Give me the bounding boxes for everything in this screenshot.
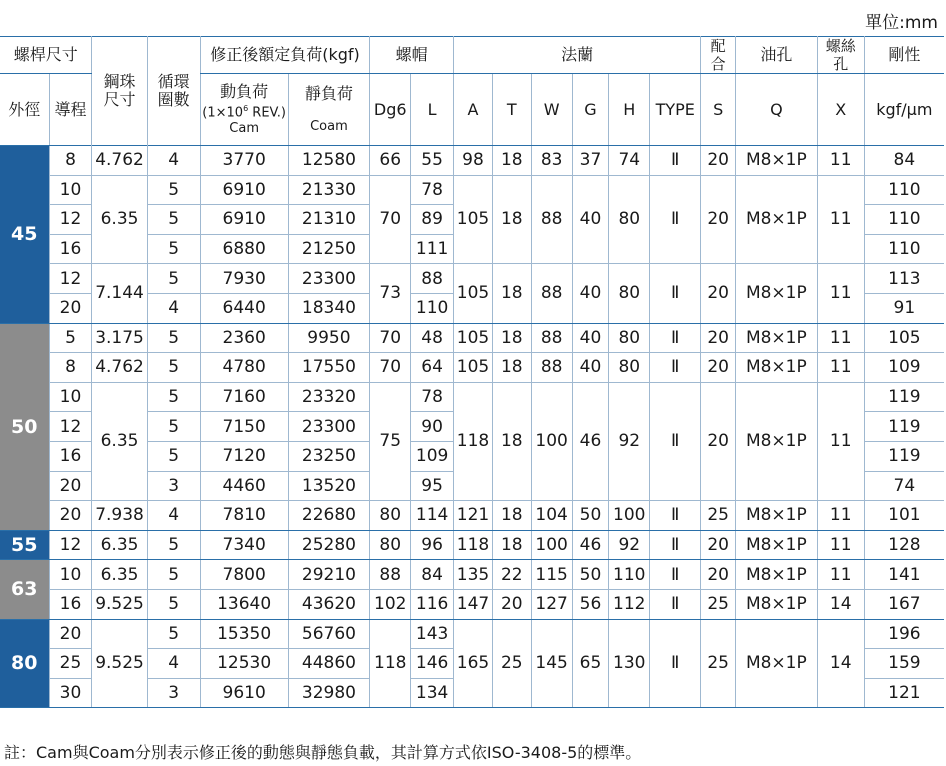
dg6-cell: 80 xyxy=(370,530,411,560)
table-row xyxy=(0,146,944,176)
type-cell: Ⅱ xyxy=(650,264,701,323)
G-cell: 40 xyxy=(572,264,609,323)
A-cell: 98 xyxy=(454,146,493,176)
A-cell: 118 xyxy=(454,382,493,500)
circuits-cell: 5 xyxy=(147,382,200,412)
lead-cell: 20 xyxy=(49,471,92,501)
type-cell: Ⅱ xyxy=(650,619,701,708)
stiffness-cell: 101 xyxy=(864,501,944,531)
H-cell: 92 xyxy=(609,382,650,500)
W-cell: 115 xyxy=(531,560,572,590)
L-cell: 146 xyxy=(411,649,454,679)
circuits-cell: 5 xyxy=(147,560,200,590)
cam-label: Cam xyxy=(229,120,259,136)
W-cell: 83 xyxy=(531,146,572,176)
T-cell: 18 xyxy=(492,353,531,383)
lead-cell: 16 xyxy=(49,441,92,471)
S-cell: 20 xyxy=(701,382,736,500)
T-cell: 18 xyxy=(492,175,531,264)
W-cell: 145 xyxy=(531,619,572,708)
L-cell: 64 xyxy=(411,353,454,383)
G-cell: 56 xyxy=(572,589,609,619)
header-H: H xyxy=(609,74,650,146)
header-fit: 配 合 xyxy=(701,37,736,74)
circuits-cell: 4 xyxy=(147,649,200,679)
cam-cell: 4460 xyxy=(200,471,288,501)
stiffness-cell: 167 xyxy=(864,589,944,619)
table-row xyxy=(0,619,944,649)
circuits-cell: 5 xyxy=(147,234,200,264)
W-cell: 100 xyxy=(531,530,572,560)
L-cell: 84 xyxy=(411,560,454,590)
X-cell: 14 xyxy=(817,619,864,708)
lead-cell: 8 xyxy=(49,146,92,176)
Q-cell: M8×1P xyxy=(736,175,818,264)
coam-cell: 29210 xyxy=(288,560,370,590)
coam-cell: 23250 xyxy=(288,441,370,471)
header-A: A xyxy=(454,74,493,146)
header-static-load xyxy=(288,74,370,146)
lead-cell: 12 xyxy=(49,205,92,235)
L-cell: 88 xyxy=(411,264,454,294)
stiffness-cell: 119 xyxy=(864,441,944,471)
stiffness-cell: 109 xyxy=(864,353,944,383)
L-cell: 134 xyxy=(411,678,454,708)
H-cell: 130 xyxy=(609,619,650,708)
lead-cell: 25 xyxy=(49,649,92,679)
ball-size-cell: 9.525 xyxy=(92,619,147,708)
A-cell: 135 xyxy=(454,560,493,590)
W-cell: 88 xyxy=(531,175,572,264)
table-body xyxy=(0,146,944,708)
od-cell: 45 xyxy=(0,146,49,324)
circuits-cell: 5 xyxy=(147,205,200,235)
cam-cell: 3770 xyxy=(200,146,288,176)
L-cell: 89 xyxy=(411,205,454,235)
coam-cell: 21330 xyxy=(288,175,370,205)
cam-cell: 9610 xyxy=(200,678,288,708)
circuits-cell: 4 xyxy=(147,146,200,176)
coam-label: Coam xyxy=(310,119,348,134)
S-cell: 25 xyxy=(701,501,736,531)
G-cell: 40 xyxy=(572,323,609,353)
header-ball-size: 鋼珠 尺寸 xyxy=(92,37,147,146)
cam-cell: 13640 xyxy=(200,589,288,619)
L-cell: 55 xyxy=(411,146,454,176)
L-cell: 48 xyxy=(411,323,454,353)
cam-cell: 6880 xyxy=(200,234,288,264)
cam-cell: 7160 xyxy=(200,382,288,412)
coam-cell: 9950 xyxy=(288,323,370,353)
G-cell: 46 xyxy=(572,530,609,560)
coam-cell: 32980 xyxy=(288,678,370,708)
ball-size-cell: 6.35 xyxy=(92,560,147,590)
type-cell: Ⅱ xyxy=(650,146,701,176)
footnote: 註：Cam與Coam分別表示修正後的動態與靜態負載，其計算方式依ISO-3408-5的標準。 xyxy=(4,743,642,762)
T-cell: 22 xyxy=(492,560,531,590)
T-cell: 18 xyxy=(492,323,531,353)
ball-size-cell: 7.144 xyxy=(92,264,147,323)
A-cell: 121 xyxy=(454,501,493,531)
header-S: S xyxy=(701,74,736,146)
stiffness-cell: 121 xyxy=(864,678,944,708)
lead-cell: 10 xyxy=(49,382,92,412)
stiffness-cell: 196 xyxy=(864,619,944,649)
W-cell: 104 xyxy=(531,501,572,531)
coam-cell: 22680 xyxy=(288,501,370,531)
static-load-title: 靜負荷 xyxy=(304,84,353,103)
L-cell: 109 xyxy=(411,441,454,471)
cam-cell: 12530 xyxy=(200,649,288,679)
header-rated-load: 修正後額定負荷(kgf) xyxy=(200,37,370,74)
ball-size-cell: 3.175 xyxy=(92,323,147,353)
G-cell: 65 xyxy=(572,619,609,708)
G-cell: 46 xyxy=(572,382,609,500)
H-cell: 92 xyxy=(609,530,650,560)
L-cell: 78 xyxy=(411,382,454,412)
lead-cell: 10 xyxy=(49,560,92,590)
header-type: TYPE xyxy=(650,74,701,146)
Q-cell: M8×1P xyxy=(736,589,818,619)
S-cell: 20 xyxy=(701,264,736,323)
Q-cell: M8×1P xyxy=(736,323,818,353)
type-cell: Ⅱ xyxy=(650,560,701,590)
circuits-cell: 5 xyxy=(147,175,200,205)
Q-cell: M8×1P xyxy=(736,530,818,560)
L-cell: 95 xyxy=(411,471,454,501)
H-cell: 80 xyxy=(609,264,650,323)
L-cell: 90 xyxy=(411,412,454,442)
coam-cell: 56760 xyxy=(288,619,370,649)
coam-cell: 17550 xyxy=(288,353,370,383)
H-cell: 74 xyxy=(609,146,650,176)
dg6-cell: 70 xyxy=(370,353,411,383)
dg6-cell: 80 xyxy=(370,501,411,531)
type-cell: Ⅱ xyxy=(650,175,701,264)
type-cell: Ⅱ xyxy=(650,501,701,531)
ball-screw-spec-table xyxy=(0,36,944,708)
circuits-cell: 5 xyxy=(147,353,200,383)
circuits-cell: 5 xyxy=(147,264,200,294)
coam-cell: 25280 xyxy=(288,530,370,560)
dg6-cell: 73 xyxy=(370,264,411,323)
header-dynamic-load xyxy=(200,74,288,146)
coam-cell: 13520 xyxy=(288,471,370,501)
A-cell: 105 xyxy=(454,175,493,264)
W-cell: 88 xyxy=(531,353,572,383)
H-cell: 100 xyxy=(609,501,650,531)
table-row xyxy=(0,323,944,353)
stiffness-cell: 141 xyxy=(864,560,944,590)
header-Q: Q xyxy=(736,74,818,146)
L-cell: 110 xyxy=(411,293,454,323)
W-cell: 88 xyxy=(531,264,572,323)
circuits-cell: 5 xyxy=(147,530,200,560)
stiffness-cell: 119 xyxy=(864,382,944,412)
cam-cell: 7930 xyxy=(200,264,288,294)
T-cell: 18 xyxy=(492,146,531,176)
lead-cell: 12 xyxy=(49,412,92,442)
A-cell: 118 xyxy=(454,530,493,560)
Q-cell: M8×1P xyxy=(736,560,818,590)
circuits-cell: 3 xyxy=(147,678,200,708)
A-cell: 105 xyxy=(454,323,493,353)
header-flange: 法蘭 xyxy=(454,37,701,74)
lead-cell: 12 xyxy=(49,530,92,560)
cam-cell: 7120 xyxy=(200,441,288,471)
circuits-cell: 4 xyxy=(147,293,200,323)
table-row xyxy=(0,175,944,205)
S-cell: 20 xyxy=(701,530,736,560)
circuits-cell: 5 xyxy=(147,323,200,353)
header-stiffness-unit: kgf/μm xyxy=(864,74,944,146)
coam-cell: 23300 xyxy=(288,264,370,294)
G-cell: 50 xyxy=(572,560,609,590)
stiffness-cell: 119 xyxy=(864,412,944,442)
X-cell: 11 xyxy=(817,175,864,264)
A-cell: 105 xyxy=(454,264,493,323)
L-cell: 116 xyxy=(411,589,454,619)
X-cell: 11 xyxy=(817,264,864,323)
coam-cell: 23300 xyxy=(288,412,370,442)
X-cell: 11 xyxy=(817,323,864,353)
header-W: W xyxy=(531,74,572,146)
T-cell: 18 xyxy=(492,530,531,560)
od-cell: 63 xyxy=(0,560,49,619)
dg6-cell: 75 xyxy=(370,382,411,500)
stiffness-cell: 105 xyxy=(864,323,944,353)
od-cell: 55 xyxy=(0,530,49,560)
T-cell: 25 xyxy=(492,619,531,708)
cam-cell: 15350 xyxy=(200,619,288,649)
type-cell: Ⅱ xyxy=(650,589,701,619)
stiffness-cell: 128 xyxy=(864,530,944,560)
table-row xyxy=(0,589,944,619)
circuits-cell: 5 xyxy=(147,441,200,471)
G-cell: 50 xyxy=(572,501,609,531)
header-screw-size: 螺桿尺寸 xyxy=(0,37,92,74)
od-cell: 80 xyxy=(0,619,49,708)
cam-cell: 2360 xyxy=(200,323,288,353)
S-cell: 20 xyxy=(701,323,736,353)
header-screw-hole: 螺絲 孔 xyxy=(817,37,864,74)
A-cell: 105 xyxy=(454,353,493,383)
type-cell: Ⅱ xyxy=(650,353,701,383)
header-nut: 螺帽 xyxy=(370,37,454,74)
coam-cell: 43620 xyxy=(288,589,370,619)
dg6-cell: 118 xyxy=(370,619,411,708)
ball-size-cell: 9.525 xyxy=(92,589,147,619)
table-row xyxy=(0,501,944,531)
H-cell: 80 xyxy=(609,323,650,353)
header-stiffness: 剛性 xyxy=(864,37,944,74)
S-cell: 20 xyxy=(701,560,736,590)
G-cell: 37 xyxy=(572,146,609,176)
circuits-cell: 5 xyxy=(147,589,200,619)
coam-cell: 21250 xyxy=(288,234,370,264)
lead-cell: 12 xyxy=(49,264,92,294)
dg6-cell: 102 xyxy=(370,589,411,619)
circuits-cell: 3 xyxy=(147,471,200,501)
X-cell: 11 xyxy=(817,146,864,176)
lead-cell: 10 xyxy=(49,175,92,205)
W-cell: 100 xyxy=(531,382,572,500)
Q-cell: M8×1P xyxy=(736,619,818,708)
cam-cell: 7810 xyxy=(200,501,288,531)
H-cell: 80 xyxy=(609,175,650,264)
stiffness-cell: 74 xyxy=(864,471,944,501)
header-G: G xyxy=(572,74,609,146)
X-cell: 11 xyxy=(817,501,864,531)
lead-cell: 20 xyxy=(49,293,92,323)
ball-size-cell: 6.35 xyxy=(92,382,147,500)
header-lead: 導程 xyxy=(49,74,92,146)
type-cell: Ⅱ xyxy=(650,530,701,560)
lead-cell: 16 xyxy=(49,234,92,264)
H-cell: 80 xyxy=(609,353,650,383)
lead-cell: 5 xyxy=(49,323,92,353)
L-cell: 143 xyxy=(411,619,454,649)
Q-cell: M8×1P xyxy=(736,382,818,500)
W-cell: 127 xyxy=(531,589,572,619)
cam-cell: 7800 xyxy=(200,560,288,590)
header-X: X xyxy=(817,74,864,146)
table-row xyxy=(0,264,944,294)
Q-cell: M8×1P xyxy=(736,501,818,531)
H-cell: 110 xyxy=(609,560,650,590)
lead-cell: 8 xyxy=(49,353,92,383)
S-cell: 20 xyxy=(701,175,736,264)
cam-cell: 6440 xyxy=(200,293,288,323)
T-cell: 18 xyxy=(492,264,531,323)
table-row xyxy=(0,382,944,412)
stiffness-cell: 113 xyxy=(864,264,944,294)
coam-cell: 18340 xyxy=(288,293,370,323)
unit-label: 單位:mm xyxy=(865,13,938,33)
table-row xyxy=(0,353,944,383)
Q-cell: M8×1P xyxy=(736,264,818,323)
T-cell: 18 xyxy=(492,501,531,531)
lead-cell: 30 xyxy=(49,678,92,708)
X-cell: 11 xyxy=(817,382,864,500)
A-cell: 165 xyxy=(454,619,493,708)
S-cell: 25 xyxy=(701,589,736,619)
ball-size-cell: 7.938 xyxy=(92,501,147,531)
stiffness-cell: 110 xyxy=(864,205,944,235)
dg6-cell: 70 xyxy=(370,175,411,264)
Q-cell: M8×1P xyxy=(736,146,818,176)
T-cell: 20 xyxy=(492,589,531,619)
type-cell: Ⅱ xyxy=(650,382,701,500)
cam-cell: 7150 xyxy=(200,412,288,442)
cam-cell: 7340 xyxy=(200,530,288,560)
L-cell: 96 xyxy=(411,530,454,560)
T-cell: 18 xyxy=(492,382,531,500)
header-dg6: Dg6 xyxy=(370,74,411,146)
S-cell: 25 xyxy=(701,619,736,708)
header-oil-hole: 油孔 xyxy=(736,37,818,74)
od-cell: 50 xyxy=(0,323,49,530)
ball-size-cell: 6.35 xyxy=(92,530,147,560)
table-row xyxy=(0,560,944,590)
dyn-load-title: 動負荷 xyxy=(220,82,269,102)
lead-cell: 20 xyxy=(49,501,92,531)
stiffness-cell: 84 xyxy=(864,146,944,176)
circuits-cell: 4 xyxy=(147,501,200,531)
table-row xyxy=(0,530,944,560)
stiffness-cell: 110 xyxy=(864,175,944,205)
dg6-cell: 88 xyxy=(370,560,411,590)
coam-cell: 21310 xyxy=(288,205,370,235)
coam-cell: 44860 xyxy=(288,649,370,679)
table-header xyxy=(0,37,944,146)
lead-cell: 20 xyxy=(49,619,92,649)
dyn-load-rev: ($1\times 10^6$ REV.) xyxy=(202,104,286,121)
circuits-cell: 5 xyxy=(147,619,200,649)
G-cell: 40 xyxy=(572,353,609,383)
G-cell: 40 xyxy=(572,175,609,264)
lead-cell: 16 xyxy=(49,589,92,619)
X-cell: 11 xyxy=(817,353,864,383)
L-cell: 114 xyxy=(411,501,454,531)
dg6-cell: 66 xyxy=(370,146,411,176)
ball-size-cell: 4.762 xyxy=(92,146,147,176)
L-cell: 78 xyxy=(411,175,454,205)
cam-cell: 6910 xyxy=(200,205,288,235)
header-circuits: 循環 圈數 xyxy=(147,37,200,146)
Q-cell: M8×1P xyxy=(736,353,818,383)
header-T: T xyxy=(492,74,531,146)
stiffness-cell: 159 xyxy=(864,649,944,679)
dg6-cell: 70 xyxy=(370,323,411,353)
X-cell: 14 xyxy=(817,589,864,619)
cam-cell: 6910 xyxy=(200,175,288,205)
header-L: L xyxy=(411,74,454,146)
S-cell: 20 xyxy=(701,353,736,383)
coam-cell: 12580 xyxy=(288,146,370,176)
stiffness-cell: 110 xyxy=(864,234,944,264)
ball-size-cell: 6.35 xyxy=(92,175,147,264)
stiffness-cell: 91 xyxy=(864,293,944,323)
X-cell: 11 xyxy=(817,560,864,590)
S-cell: 20 xyxy=(701,146,736,176)
A-cell: 147 xyxy=(454,589,493,619)
H-cell: 112 xyxy=(609,589,650,619)
circuits-cell: 5 xyxy=(147,412,200,442)
L-cell: 111 xyxy=(411,234,454,264)
type-cell: Ⅱ xyxy=(650,323,701,353)
header-od: 外徑 xyxy=(0,74,49,146)
ball-size-cell: 4.762 xyxy=(92,353,147,383)
coam-cell: 23320 xyxy=(288,382,370,412)
cam-cell: 4780 xyxy=(200,353,288,383)
X-cell: 11 xyxy=(817,530,864,560)
W-cell: 88 xyxy=(531,323,572,353)
